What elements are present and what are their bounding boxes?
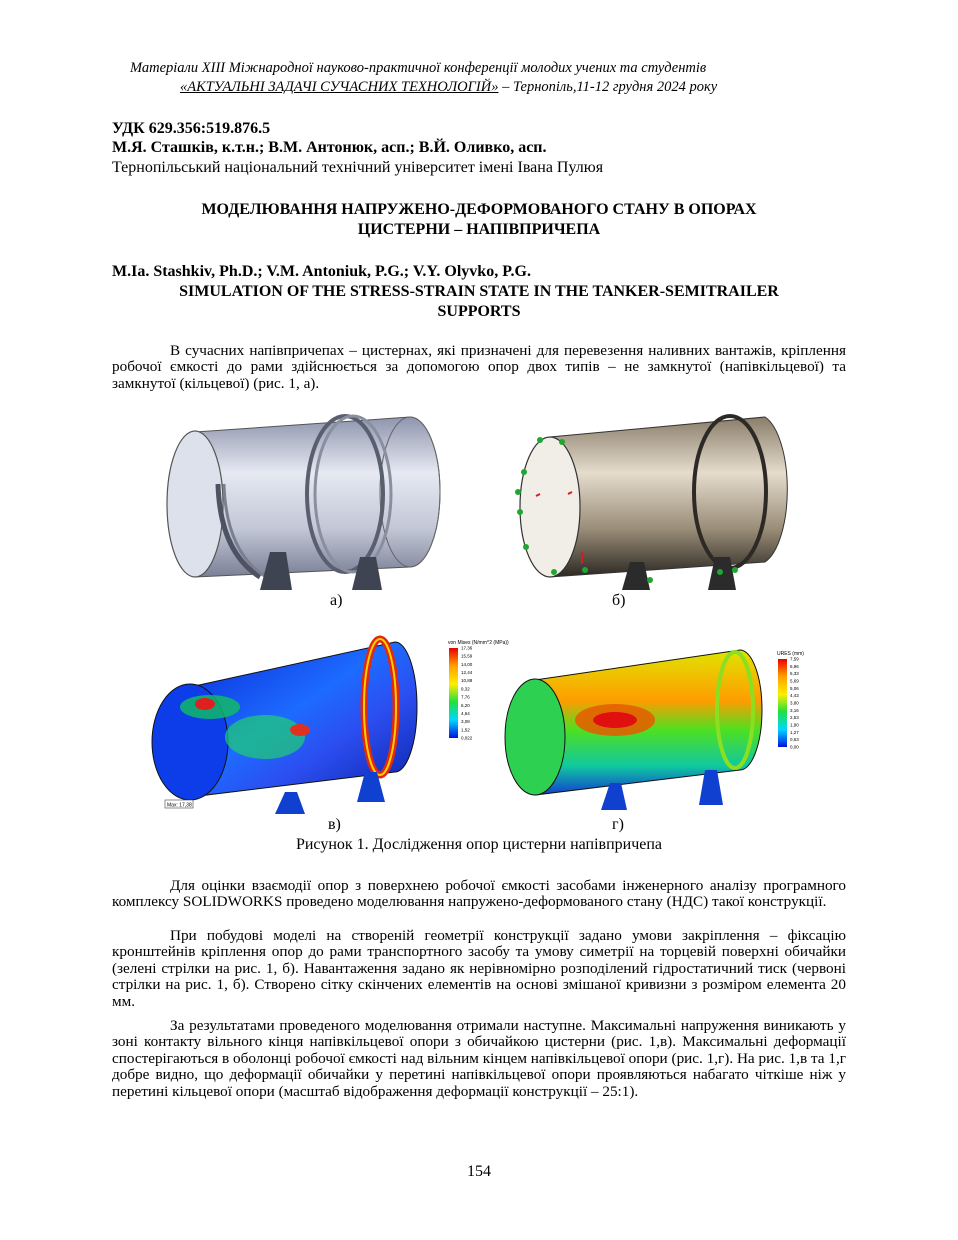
figure-d-legend-value: 1,90 (790, 722, 799, 728)
conference-name: «АКТУАЛЬНІ ЗАДАЧІ СУЧАСНИХ ТЕХНОЛОГІЙ» (180, 79, 499, 95)
figure-c-legend-value: 7,76 (461, 694, 470, 700)
figure-c-legend-value: 15,59 (461, 653, 473, 659)
figure-c-legend-value: 1,52 (461, 727, 470, 733)
title-ua-line2: ЦИСТЕРНИ – НАПІВПРИЧЕПА (357, 221, 601, 238)
figure-c-legend-value: 12,44 (461, 670, 473, 676)
figure-d-legend-value: 6,33 (790, 671, 799, 677)
paragraph-1: Для оцінки взаємодії опор з поверхнею робочої ємкості засобами інженерного аналізу програмного комплексу SOLIDWORKS проведено моделювання напружено-деформованого стану (НДС) такої конструкції. (112, 877, 846, 911)
authors-en: M.Ia. Stashkiv, Ph.D.; V.M. Antoniuk, P.G.; V.Y. Olyvko, P.G. (112, 263, 531, 280)
conference-date: – Тернопіль,11-12 грудня 2024 року (498, 79, 718, 95)
figure-b-label: б) (612, 592, 626, 609)
figure-d-legend-value: 0,00 (790, 744, 799, 750)
figure-c-legend-value: 9,32 (461, 686, 470, 692)
figure-c-label: в) (328, 816, 341, 833)
paragraph-2: При побудові моделі на створеній геометрії конструкції задано умови закріплення – фіксацію кронштейнів кріплення опор до рами транспортного засобу та умову симетрії на торцевій поверхні обичайки (зелені стрілки на рис. 1, б). Навантаження задано як нерівномірно розподілений гідростатичний тиск (червоні стрілки на рис. 1, б). Створено сітку скінчених елементів на основі змішаної кривизни з розміром елемента 20 мм. (112, 927, 846, 1010)
figure-c-legend-value: 4,64 (461, 710, 470, 716)
figure-c-legend-value: 6,20 (461, 702, 470, 708)
figure-d-legend-value: 1,27 (790, 729, 799, 735)
figure-d-legend-value: 3,16 (790, 707, 799, 713)
conference-header-line2 (180, 78, 860, 97)
figure-a-label: а) (330, 592, 343, 609)
figure-d-legend-title: URES (mm) (777, 651, 804, 657)
title-en-line1: SIMULATION OF THE STRESS-STRAIN STATE IN THE TANKER-SEMITRAILER (179, 283, 779, 300)
figure-a-tank-model (160, 412, 450, 592)
title-ua-line1: МОДЕЛЮВАННЯ НАПРУЖЕНО-ДЕФОРМОВАНОГО СТАНУ В ОПОРАХ (201, 201, 757, 218)
figure-d-legend-value: 2,53 (790, 715, 799, 721)
intro-paragraph: В сучасних напівпричепах – цистернах, які призначені для перевезення наливних вантажів, кріплення робочої ємкості до рами здійснюється за допомогою опор двох типів – не замкнутої (напівкільцевої) та замкнутої (кільцевої) (рис. 1, а). (112, 342, 846, 392)
figure-c-stress-plot (145, 632, 515, 817)
figure-c-legend-value: 17,36 (461, 645, 473, 651)
figure-d-legend-value: 6,96 (790, 663, 799, 669)
figure-caption: Рисунок 1. Дослідження опор цистерни напівпричепа (295, 836, 663, 853)
figure-c-legend-value: 0,022 (461, 735, 473, 741)
figure-c-legend-value: 14,00 (461, 661, 473, 667)
conference-header-line1: Матеріали XIII Міжнародної науково-практичної конференції молодих учених та студентів (130, 60, 707, 76)
affiliation: Тернопільський національний технічний університет імені Івана Пулюя (112, 159, 604, 176)
figure-d-legend-value: 5,06 (790, 685, 799, 691)
title-en-line2: SUPPORTS (437, 303, 521, 320)
figure-d-displacement-plot (495, 645, 825, 815)
figure-c-legend-value: 3,08 (461, 719, 470, 725)
figure-d-label: г) (612, 816, 624, 833)
figure-c-max-tag: Max: 17,38 (167, 802, 192, 809)
figure-d-legend-value: 3,80 (790, 700, 799, 706)
figure-b-boundary-conditions (510, 412, 800, 592)
udc-code: УДК 629.356:519.876.5 (112, 120, 271, 137)
figure-d-legend-value: 7,59 (790, 656, 799, 662)
figure-d-legend-value: 5,69 (790, 678, 799, 684)
figure-d-legend-value: 4,43 (790, 693, 799, 699)
figure-c-legend-value: 10,88 (461, 678, 473, 684)
authors-ua: М.Я. Сташків, к.т.н.; В.М. Антонюк, асп.; В.Й. Оливко, асп. (112, 139, 547, 156)
page-number: 154 (467, 1163, 491, 1180)
figure-d-legend-value: 0,63 (790, 737, 799, 743)
figure-c-legend-title: von Mises (N/mm^2 (MPa)) (448, 640, 509, 646)
paragraph-3: За результатами проведеного моделювання отримали наступне. Максимальні напруження виникають у зоні контакту вільного кінця напівкільцевої опори з обичайкою цистерни (рис. 1,в). Максимальні деформації спостерігаються в оболонці робочої ємкості над вільним кінцем напівкільцевої опори (рис. 1,г). На рис. 1,в та 1,г добре видно, що деформації обичайки у перетині напівкільцевої опори проявляються набагато чіткіше ніж у перетині кільцевої опори (масштаб відображення деформації конструкції – 25:1). (112, 1017, 846, 1100)
